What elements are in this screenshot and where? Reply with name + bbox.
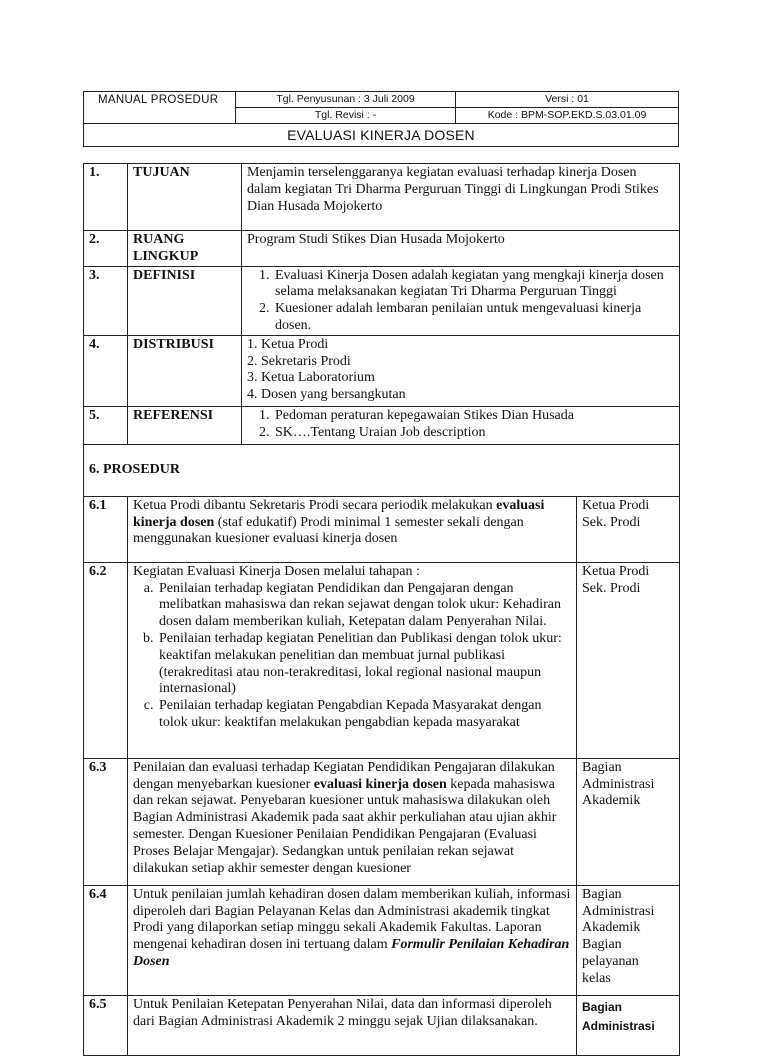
section-label: DEFINISI bbox=[128, 266, 242, 335]
section-row-ruang-lingkup bbox=[84, 231, 680, 267]
step-number: 6.1 bbox=[84, 496, 128, 562]
step-number: 6.4 bbox=[84, 885, 128, 995]
section-label: TUJUAN bbox=[128, 164, 242, 231]
step-row-6-1 bbox=[84, 496, 680, 562]
step-text: Penilaian dan evaluasi terhadap Kegiatan Pendidikan Pengajaran dilakukan dengan menyebarkan kuesioner evaluasi kinerja dosen kepada mahasiswa dan rekan sejawat. Penyebaran kuesioner untuk mahasiswa dilakukan oleh Bagian Administrasi Akademik pada saat akhir perkuliahan atau ujian akhir semester. Dengan Kuesioner Penilaian Pendidikan Pengajaran (Evaluasi Proses Belajar Mengajar). Sedangkan untuk penilaian rekan sejawat dilakukan setiap akhir semester dengan kuesioner bbox=[128, 758, 577, 885]
section-number: 3. bbox=[84, 266, 128, 335]
step-text: Untuk penilaian jumlah kehadiran dosen dalam memberikan kuliah, informasi diperoleh dari Bagian Pelayanan Kelas dan Administrasi akademik tingkat Prodi yang dilaporkan setiap minggu sekali Akademik Fakultas. Laporan mengenai kehadiran dosen ini tertuang dalam Formulir Penilaian Kehadiran Dosen bbox=[128, 885, 577, 995]
step-row-6-5 bbox=[84, 995, 680, 1055]
section-row-tujuan bbox=[84, 164, 680, 231]
section-number: 1. bbox=[84, 164, 128, 231]
list-item: 4. Dosen yang bersangkutan bbox=[247, 387, 406, 403]
section-label: RUANG LINGKUP bbox=[128, 231, 242, 267]
section-label: DISTRIBUSI bbox=[128, 335, 242, 406]
list-item: 2. SK….Tentang Uraian Job description bbox=[273, 425, 674, 442]
step-number: 6.5 bbox=[84, 995, 128, 1055]
procedure-table bbox=[83, 163, 680, 1056]
step-responsible: Bagian Administrasi bbox=[577, 995, 680, 1055]
list-item: a. Penilaian terhadap kegiatan Pendidikan dan Pengajaran dengan melibatkan mahasiswa dan rekan sejawat dengan tolok ukur: Kehadiran dosen dalam memberikan kuliah, Ketepatan dalam Penyerahan Nilai. bbox=[157, 581, 571, 631]
versi: Versi : 01 bbox=[456, 92, 679, 108]
list-item: 2. Sekretaris Prodi bbox=[247, 353, 351, 369]
section-label: REFERENSI bbox=[128, 406, 242, 444]
kode: Kode : BPM-SOP.EKD.S.03.01.09 bbox=[456, 108, 679, 124]
list-item: 1. Ketua Prodi bbox=[247, 336, 329, 352]
step-row-6-3 bbox=[84, 758, 680, 885]
list-item: b. Penilaian terhadap kegiatan Penelitian dan Publikasi dengan tolok ukur: keaktifan melakukan penelitian dan membuat jurnal publikasi (terakreditasi atau non-terakreditasi, lokal regional nasional maupun internasional) bbox=[157, 631, 571, 698]
list-item: 1. Pedoman peraturan kepegawaian Stikes Dian Husada bbox=[273, 408, 674, 425]
list-item: 2. Kuesioner adalah lembaran penilaian untuk mengevaluasi kinerja dosen. bbox=[273, 301, 674, 335]
section-content bbox=[242, 406, 680, 444]
step-text: Kegiatan Evaluasi Kinerja Dosen melalui tahapan : a. Penilaian terhadap kegiatan Pendidikan dan Pengajaran dengan melibatkan mahasiswa dan rekan sejawat dengan tolok ukur: Kehadiran dosen dalam memberikan kuliah, Ketepatan dalam Penyerahan Nilai. b. Penilaian terhadap kegiatan Penelitian dan Publikasi dengan tolok ukur: keaktifan melakukan penelitian dan membuat jurnal publikasi (terakreditasi atau non-terakreditasi, lokal regional nasional maupun internasional) c. Penilaian terhadap kegiatan Pengabdian Kepada Masyarakat dengan tolok ukur: keaktifan melakukan pengabdian kepada masyarakat bbox=[128, 562, 577, 758]
section-content bbox=[242, 266, 680, 335]
section-text: Menjamin terselenggaranya kegiatan evaluasi terhadap kinerja Dosen dalam kegiatan Tri Dharma Perguruan Tinggi di Lingkungan Prodi Stikes Dian Husada Mojokerto bbox=[242, 164, 680, 231]
step-text: Untuk Penilaian Ketepatan Penyerahan Nilai, data dan informasi diperoleh dari Bagian Administrasi Akademik 2 minggu sejak Ujian dilaksanakan. bbox=[128, 995, 577, 1055]
step-number: 6.2 bbox=[84, 562, 128, 758]
tgl-penyusunan: Tgl. Penyusunan : 3 Juli 2009 bbox=[236, 92, 456, 108]
section-number: 2. bbox=[84, 231, 128, 267]
step-text: Ketua Prodi dibantu Sekretaris Prodi secara periodik melakukan evaluasi kinerja dosen (staf edukatif) Prodi minimal 1 semester sekali dengan menggunakan kuesioner evaluasi kinerja dosen bbox=[128, 496, 577, 562]
section-row-referensi bbox=[84, 406, 680, 444]
section-number: 4. bbox=[84, 335, 128, 406]
step-number: 6.3 bbox=[84, 758, 128, 885]
section-number: 5. bbox=[84, 406, 128, 444]
section-content bbox=[242, 335, 680, 406]
step-row-6-4 bbox=[84, 885, 680, 995]
step-responsible: Ketua Prodi Sek. Prodi bbox=[577, 496, 680, 562]
step-responsible: Bagian Administrasi Akademik Bagian pelayanan kelas bbox=[577, 885, 680, 995]
list-item: c. Penilaian terhadap kegiatan Pengabdian Kepada Masyarakat dengan tolok ukur: keaktifan melakukan pengabdian kepada masyarakat bbox=[157, 698, 571, 732]
manual-prosedur-label: MANUAL PROSEDUR bbox=[84, 92, 236, 124]
section-text: Program Studi Stikes Dian Husada Mojokerto bbox=[242, 231, 680, 267]
step-responsible: Ketua Prodi Sek. Prodi bbox=[577, 562, 680, 758]
section-row-definisi bbox=[84, 266, 680, 335]
list-item: 3. Ketua Laboratorium bbox=[247, 370, 375, 386]
prosedur-heading: 6. PROSEDUR bbox=[84, 444, 680, 496]
section-row-distribusi bbox=[84, 335, 680, 406]
step-row-6-2 bbox=[84, 562, 680, 758]
list-item: 1. Evaluasi Kinerja Dosen adalah kegiatan yang mengkaji kinerja dosen selama melaksanakan kegiatan Tri Dharma Perguruan Tinggi bbox=[273, 268, 674, 302]
prosedur-heading-row bbox=[84, 444, 680, 496]
document-header bbox=[83, 91, 679, 147]
step-responsible: Bagian Administrasi Akademik bbox=[577, 758, 680, 885]
tgl-revisi: Tgl. Revisi : - bbox=[236, 108, 456, 124]
document-title: EVALUASI KINERJA DOSEN bbox=[84, 124, 679, 147]
